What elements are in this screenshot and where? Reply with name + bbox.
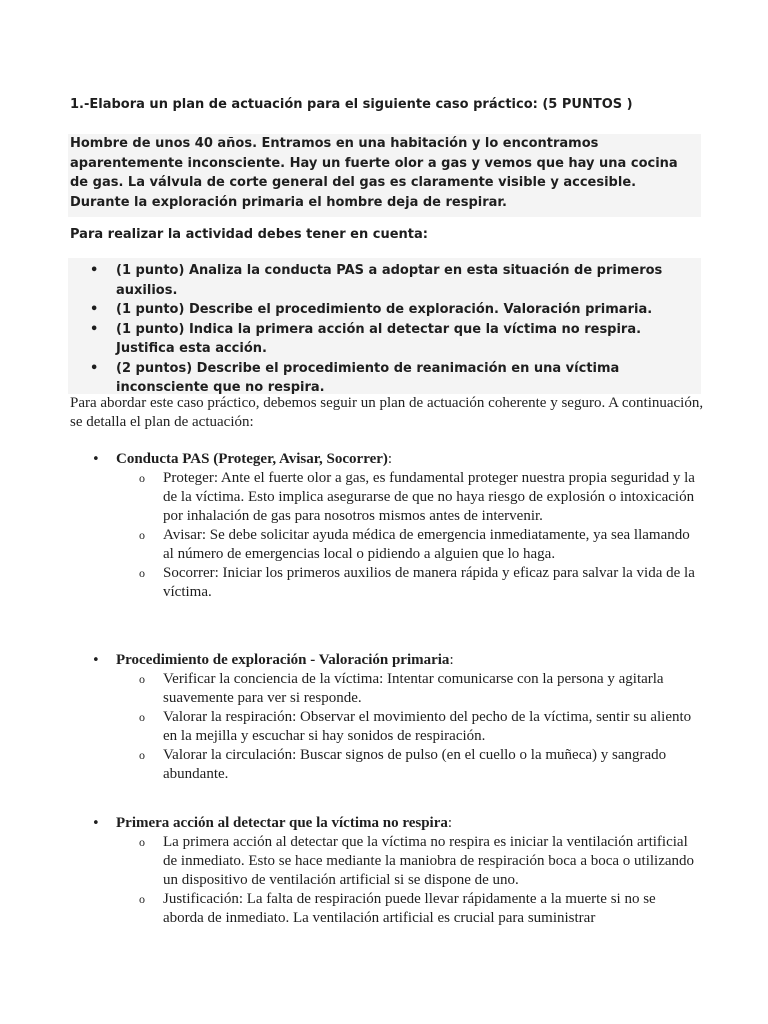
bullet-icon: • (90, 360, 99, 376)
section-primera-accion (92, 814, 712, 928)
task-text: (1 punto) Analiza la conducta PAS a adoptar en esta situación de primeros auxilios. (116, 263, 663, 298)
section-heading: • Procedimiento de exploración - Valoración primaria: (92, 652, 454, 668)
bullet-icon: • (92, 452, 100, 467)
section-title: Primera acción al detectar que la víctima no respira (116, 815, 448, 831)
section-pas (92, 450, 712, 602)
task-item (70, 261, 700, 300)
circle-bullet-icon: o (139, 566, 145, 580)
circle-bullet-icon: o (139, 835, 145, 849)
list-item: o Verificar la conciencia de la víctima: Intentar comunicarse con la persona y agitarla suavemente para ver si responde. (139, 671, 664, 706)
list-item: o Valorar la circulación: Buscar signos de pulso (en el cuello o la muñeca) y sangrado abundante. (139, 747, 667, 782)
bullet-icon: • (92, 816, 100, 831)
task-item (70, 320, 700, 359)
list-item: o Socorrer: Iniciar los primeros auxilios de manera rápida y eficaz para salvar la vida de la víctima. (139, 565, 695, 600)
bullet-icon: • (92, 653, 100, 668)
bullet-icon: • (90, 321, 99, 337)
bullet-icon: • (90, 263, 99, 278)
section-heading: • Primera acción al detectar que la víctima no respira: (92, 815, 453, 831)
circle-bullet-icon: o (139, 471, 145, 485)
intro-paragraph: Para abordar este caso práctico, debemos seguir un plan de actuación coherente y seguro. A continuación, se detalla el plan de actuación: (70, 395, 704, 430)
list-item: o Justificación: La falta de respiración puede llevar rápidamente a la muerte si no se aborda de inmediato. La ventilación artificial es crucial para suministrar (139, 891, 656, 926)
section-title: Procedimiento de exploración - Valoración primaria (116, 652, 450, 668)
section-items (92, 670, 712, 784)
task-text: (1 punto) Indica la primera acción al detectar que la víctima no respira. Justifica esta acción. (116, 321, 642, 356)
task-text: (1 punto) Describe el procedimiento de exploración. Valoración primaria. (116, 302, 653, 317)
list-item: o Avisar: Se debe solicitar ayuda médica de emergencia inmediatamente, ya sea llamando al número de emergencias local o pidiendo a alguien que lo haga. (139, 527, 690, 562)
section-title: Conducta PAS (Proteger, Avisar, Socorrer) (116, 451, 388, 467)
list-item: o La primera acción al detectar que la víctima no respira es iniciar la ventilación artificial de inmediato. Esto se hace mediante la maniobra de respiración boca a boca o utilizando un dispositivo de ventilación artificial si se dispone de uno. (139, 834, 695, 888)
section-exploracion (92, 651, 712, 784)
section-heading: • Conducta PAS (Proteger, Avisar, Socorrer): (92, 451, 393, 467)
circle-bullet-icon: o (139, 528, 145, 542)
task-text: (2 puntos) Describe el procedimiento de reanimación en una víctima inconsciente que no respira. (116, 360, 620, 395)
circle-bullet-icon: o (139, 748, 145, 762)
circle-bullet-icon: o (139, 710, 145, 724)
list-item: o Proteger: Ante el fuerte olor a gas, es fundamental proteger nuestra propia seguridad y la de la víctima. Esto implica asegurarse de que no haya riesgo de explosión o intoxicación por inhalación de gas para nosotros mismos antes de intervenir. (139, 470, 695, 524)
exercise-title: 1.-Elabora un plan de actuación para el siguiente caso práctico: (5 PUNTOS ) (70, 97, 633, 112)
circle-bullet-icon: o (139, 892, 145, 906)
circle-bullet-icon: o (139, 672, 145, 686)
section-items (92, 833, 712, 928)
bullet-icon: • (90, 302, 99, 317)
case-description: Hombre de unos 40 años. Entramos en una habitación y lo encontramos aparentemente inconsciente. Hay un fuerte olor a gas y vemos que hay una cocina de gas. La válvula de corte general del gas es claramente visible y accesible. Durante la exploración primaria el hombre deja de respirar. (70, 136, 678, 210)
task-item (70, 300, 700, 320)
task-list (70, 261, 700, 398)
task-item (70, 359, 700, 398)
list-item: o Valorar la respiración: Observar el movimiento del pecho de la víctima, sentir su aliento en la mejilla y escuchar si hay sonidos de respiración. (139, 709, 692, 744)
section-items (92, 469, 712, 602)
requirements-label: Para realizar la actividad debes tener en cuenta: (70, 227, 428, 242)
